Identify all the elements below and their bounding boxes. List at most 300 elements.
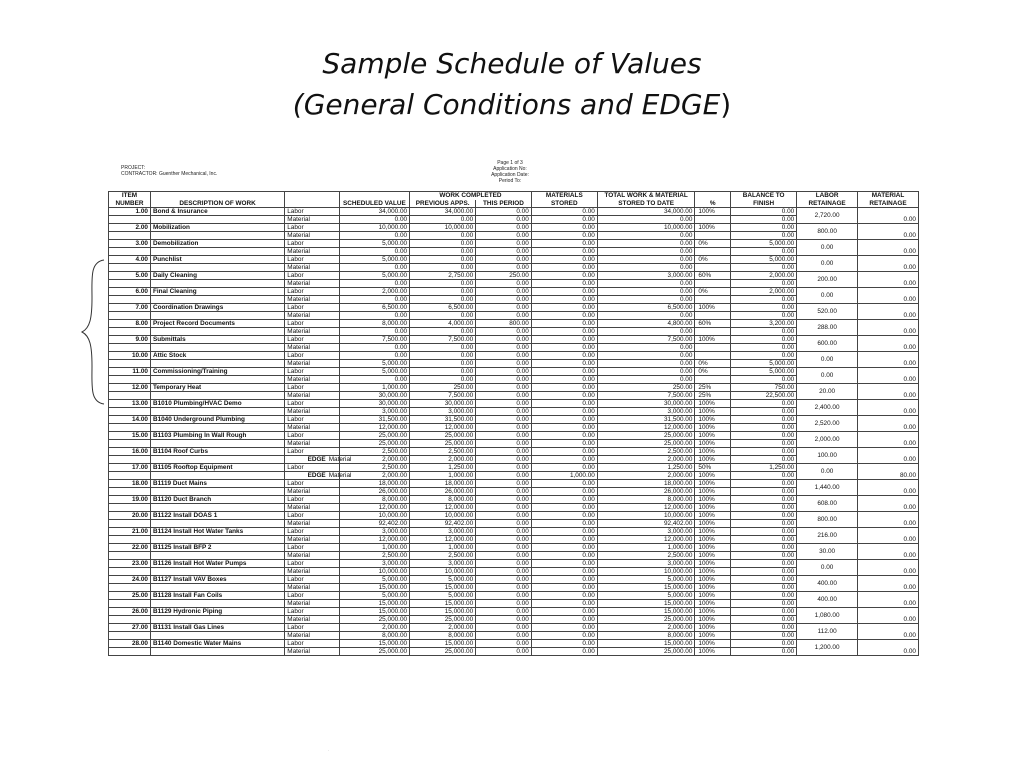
this-period-cell: 800.00 <box>476 320 532 328</box>
materials-stored-cell: 0.00 <box>531 376 597 384</box>
total-to-date-cell: 2,000.00 <box>597 624 695 632</box>
this-period-cell: 0.00 <box>476 368 532 376</box>
balance-to-finish-cell: 0.00 <box>731 264 797 272</box>
balance-to-finish-cell: 0.00 <box>731 584 797 592</box>
item-number-cell: 1.00 <box>109 208 151 216</box>
previous-apps-cell: 92,402.00 <box>410 520 476 528</box>
scheduled-value-cell: 5,000.00 <box>339 272 409 280</box>
scheduled-value-cell: 12,000.00 <box>339 424 409 432</box>
percent-cell: 0% <box>695 368 731 376</box>
balance-to-finish-cell: 0.00 <box>731 576 797 584</box>
labor-retainage-cell: 2,720.00 <box>797 208 858 224</box>
type-cell: Material <box>328 472 352 479</box>
description-cell: B1105 Rooftop Equipment <box>150 464 284 472</box>
type-cell: Material <box>328 456 352 463</box>
this-period-cell: 0.00 <box>476 536 532 544</box>
scheduled-value-cell: 6,500.00 <box>339 304 409 312</box>
total-to-date-cell: 2,000.00 <box>597 456 695 464</box>
previous-apps-cell: 12,000.00 <box>410 424 476 432</box>
percent-cell: 100% <box>695 552 731 560</box>
total-to-date-cell: 18,000.00 <box>597 480 695 488</box>
percent-cell: 100% <box>695 336 731 344</box>
type-cell: Labor <box>285 272 340 280</box>
this-period-cell: 0.00 <box>476 376 532 384</box>
balance-to-finish-cell: 0.00 <box>731 440 797 448</box>
description-cell-empty <box>150 568 284 576</box>
description-cell-empty <box>150 344 284 352</box>
materials-stored-cell: 0.00 <box>531 432 597 440</box>
this-period-cell: 0.00 <box>476 312 532 320</box>
item-number-cell: 11.00 <box>109 368 151 376</box>
percent-cell: 100% <box>695 544 731 552</box>
item-number-cell-empty <box>109 568 151 576</box>
item-number-cell-empty <box>109 296 151 304</box>
labor-retainage-cell: 200.00 <box>797 272 858 288</box>
percent-cell: 100% <box>695 416 731 424</box>
material-retainage-cell: 0.00 <box>858 208 919 224</box>
item-number-cell: 24.00 <box>109 576 151 584</box>
total-to-date-cell: 30,000.00 <box>597 400 695 408</box>
scheduled-value-cell: 8,000.00 <box>339 632 409 640</box>
type-cell: Material <box>285 440 340 448</box>
material-retainage-cell: 0.00 <box>858 512 919 528</box>
labor-retainage-cell: 0.00 <box>797 256 858 272</box>
this-period-cell: 0.00 <box>476 304 532 312</box>
total-to-date-cell: 15,000.00 <box>597 584 695 592</box>
material-retainage-cell: 0.00 <box>858 640 919 656</box>
previous-apps-cell: 0.00 <box>410 264 476 272</box>
previous-apps-cell: 2,000.00 <box>410 456 476 464</box>
description-cell-empty <box>150 280 284 288</box>
percent-cell: 100% <box>695 488 731 496</box>
type-cell: Material <box>285 552 340 560</box>
total-to-date-cell: 8,000.00 <box>597 496 695 504</box>
total-to-date-cell: 34,000.00 <box>597 208 695 216</box>
total-to-date-cell: 0.00 <box>597 280 695 288</box>
brace-bracket-icon <box>80 258 106 406</box>
description-cell-empty <box>150 456 284 464</box>
balance-to-finish-cell: 5,000.00 <box>731 368 797 376</box>
previous-apps-cell: 2,750.00 <box>410 272 476 280</box>
balance-to-finish-cell: 0.00 <box>731 632 797 640</box>
total-to-date-cell: 0.00 <box>597 328 695 336</box>
this-period-cell: 0.00 <box>476 352 532 360</box>
materials-stored-cell: 0.00 <box>531 608 597 616</box>
percent-cell <box>695 232 731 240</box>
previous-apps-cell: 0.00 <box>410 256 476 264</box>
this-period-cell: 0.00 <box>476 408 532 416</box>
percent-cell <box>695 312 731 320</box>
percent-cell <box>695 376 731 384</box>
table-row-labor <box>109 512 919 520</box>
balance-to-finish-cell: 0.00 <box>731 592 797 600</box>
total-to-date-cell: 25,000.00 <box>597 648 695 656</box>
total-to-date-cell: 0.00 <box>597 240 695 248</box>
table-body <box>109 208 919 656</box>
this-period-cell: 0.00 <box>476 480 532 488</box>
balance-to-finish-cell: 0.00 <box>731 640 797 648</box>
labor-retainage-cell: 0.00 <box>797 352 858 368</box>
description-cell-empty <box>150 360 284 368</box>
balance-to-finish-cell: 1,250.00 <box>731 464 797 472</box>
item-number-cell-empty <box>109 264 151 272</box>
material-retainage-cell: 0.00 <box>858 496 919 512</box>
labor-retainage-cell: 0.00 <box>797 560 858 576</box>
materials-stored-cell: 0.00 <box>531 288 597 296</box>
balance-to-finish-cell: 0.00 <box>731 520 797 528</box>
labor-retainage-cell: 400.00 <box>797 576 858 592</box>
previous-apps-cell: 26,000.00 <box>410 488 476 496</box>
percent-cell: 100% <box>695 576 731 584</box>
scheduled-value-cell: 10,000.00 <box>339 568 409 576</box>
table-row-labor <box>109 416 919 424</box>
item-number-cell-empty <box>109 424 151 432</box>
type-cell: Labor <box>285 544 340 552</box>
description-cell: B1127 Install VAV Boxes <box>150 576 284 584</box>
labor-retainage-cell: 2,400.00 <box>797 400 858 416</box>
type-cell: Material <box>285 536 340 544</box>
this-period-cell: 0.00 <box>476 560 532 568</box>
balance-to-finish-cell: 0.00 <box>731 328 797 336</box>
total-to-date-cell: 2,000.00 <box>597 472 695 480</box>
scheduled-value-cell: 25,000.00 <box>339 440 409 448</box>
description-cell-empty <box>150 648 284 656</box>
percent-cell: 0% <box>695 288 731 296</box>
this-period-cell: 0.00 <box>476 488 532 496</box>
description-cell-empty <box>150 264 284 272</box>
total-to-date-cell: 0.00 <box>597 360 695 368</box>
item-number-cell: 28.00 <box>109 640 151 648</box>
this-period-cell: 0.00 <box>476 592 532 600</box>
type-cell: Labor <box>285 560 340 568</box>
previous-apps-cell: 25,000.00 <box>410 648 476 656</box>
this-period-cell: 0.00 <box>476 264 532 272</box>
total-to-date-cell: 0.00 <box>597 368 695 376</box>
materials-stored-cell: 0.00 <box>531 416 597 424</box>
table-row-labor <box>109 528 919 536</box>
description-cell-empty <box>150 312 284 320</box>
this-period-cell: 250.00 <box>476 272 532 280</box>
type-cell: Material <box>285 344 340 352</box>
this-period-cell: 0.00 <box>476 296 532 304</box>
labor-retainage-cell: 0.00 <box>797 240 858 256</box>
type-cell: Labor <box>285 384 340 392</box>
percent-cell: 0% <box>695 256 731 264</box>
materials-stored-cell: 0.00 <box>531 512 597 520</box>
material-retainage-cell: 0.00 <box>858 224 919 240</box>
item-number-cell-empty <box>109 520 151 528</box>
this-period-cell: 0.00 <box>476 640 532 648</box>
item-number-cell: 5.00 <box>109 272 151 280</box>
this-period-cell: 0.00 <box>476 520 532 528</box>
materials-stored-cell: 0.00 <box>531 552 597 560</box>
total-to-date-cell: 3,000.00 <box>597 408 695 416</box>
scheduled-value-cell: 25,000.00 <box>339 432 409 440</box>
percent-cell <box>695 248 731 256</box>
type-cell: Material <box>285 424 340 432</box>
total-to-date-cell: 4,800.00 <box>597 320 695 328</box>
previous-apps-cell: 2,500.00 <box>410 552 476 560</box>
previous-apps-cell: 0.00 <box>410 240 476 248</box>
labor-retainage-cell: 1,080.00 <box>797 608 858 624</box>
materials-stored-cell: 0.00 <box>531 240 597 248</box>
materials-stored-cell: 0.00 <box>531 408 597 416</box>
material-retainage-cell: 0.00 <box>858 480 919 496</box>
materials-stored-cell: 0.00 <box>531 480 597 488</box>
type-cell: Material <box>285 520 340 528</box>
item-number-cell-empty <box>109 440 151 448</box>
item-number-cell-empty <box>109 584 151 592</box>
previous-apps-cell: 3,000.00 <box>410 528 476 536</box>
previous-apps-cell: 2,500.00 <box>410 448 476 456</box>
description-cell: B1104 Roof Curbs <box>150 448 284 456</box>
labor-retainage-cell: 608.00 <box>797 496 858 512</box>
item-number-cell: 12.00 <box>109 384 151 392</box>
description-cell: Coordination Drawings <box>150 304 284 312</box>
description-cell-empty <box>150 328 284 336</box>
percent-cell: 100% <box>695 440 731 448</box>
description-cell: B1040 Underground Plumbing <box>150 416 284 424</box>
percent-cell: 100% <box>695 496 731 504</box>
previous-apps-cell: 12,000.00 <box>410 504 476 512</box>
balance-to-finish-cell: 0.00 <box>731 568 797 576</box>
slide-title-line2 <box>0 86 1024 124</box>
scheduled-value-cell: 30,000.00 <box>339 392 409 400</box>
previous-apps-cell: 0.00 <box>410 216 476 224</box>
previous-apps-cell: 7,500.00 <box>410 336 476 344</box>
percent-cell: 100% <box>695 208 731 216</box>
total-to-date-cell: 7,500.00 <box>597 392 695 400</box>
type-cell: Material <box>285 232 340 240</box>
percent-cell: 100% <box>695 408 731 416</box>
description-cell-empty <box>150 472 284 480</box>
total-to-date-cell: 12,000.00 <box>597 424 695 432</box>
percent-cell: 100% <box>695 624 731 632</box>
page-info-line: Application No: <box>493 166 527 172</box>
scheduled-value-cell: 2,500.00 <box>339 448 409 456</box>
description-cell-empty <box>150 248 284 256</box>
total-to-date-cell: 3,000.00 <box>597 528 695 536</box>
scheduled-value-cell: 8,000.00 <box>339 496 409 504</box>
scheduled-value-cell: 5,000.00 <box>339 592 409 600</box>
total-to-date-cell: 26,000.00 <box>597 488 695 496</box>
previous-apps-cell: 31,500.00 <box>410 416 476 424</box>
header-item-number: ITEM NUMBER <box>109 192 151 208</box>
header-total-to-date: TOTAL WORK & MATERIAL STORED TO DATE <box>597 192 695 208</box>
scheduled-value-cell: 3,000.00 <box>339 408 409 416</box>
balance-to-finish-cell: 0.00 <box>731 304 797 312</box>
materials-stored-cell: 0.00 <box>531 456 597 464</box>
total-to-date-cell: 0.00 <box>597 352 695 360</box>
item-number-cell: 15.00 <box>109 432 151 440</box>
total-to-date-cell: 15,000.00 <box>597 608 695 616</box>
scheduled-value-cell: 0.00 <box>339 352 409 360</box>
percent-cell: 100% <box>695 592 731 600</box>
percent-cell: 100% <box>695 448 731 456</box>
table-row-labor <box>109 240 919 248</box>
this-period-cell: 0.00 <box>476 648 532 656</box>
balance-to-finish-cell: 0.00 <box>731 352 797 360</box>
percent-cell: 100% <box>695 640 731 648</box>
total-to-date-cell: 5,000.00 <box>597 592 695 600</box>
type-cell: Material <box>285 504 340 512</box>
scheduled-value-cell: 0.00 <box>339 264 409 272</box>
previous-apps-cell: 1,000.00 <box>410 544 476 552</box>
percent-cell: 100% <box>695 400 731 408</box>
item-number-cell-empty <box>109 248 151 256</box>
balance-to-finish-cell: 0.00 <box>731 648 797 656</box>
labor-retainage-cell: 600.00 <box>797 336 858 352</box>
item-number-cell-empty <box>109 616 151 624</box>
material-retainage-cell: 0.00 <box>858 384 919 400</box>
scheduled-value-cell: 7,500.00 <box>339 336 409 344</box>
header-previous-apps: PREVIOUS APPS. <box>410 200 476 208</box>
item-number-cell: 26.00 <box>109 608 151 616</box>
percent-cell: 25% <box>695 392 731 400</box>
materials-stored-cell: 0.00 <box>531 640 597 648</box>
total-to-date-cell: 250.00 <box>597 384 695 392</box>
table-row-labor <box>109 368 919 376</box>
previous-apps-cell: 0.00 <box>410 312 476 320</box>
this-period-cell: 0.00 <box>476 464 532 472</box>
table-row-labor <box>109 336 919 344</box>
scan-speck: · <box>328 748 330 753</box>
type-cell: Labor <box>285 304 340 312</box>
type-cell: Material <box>285 312 340 320</box>
total-to-date-cell: 31,500.00 <box>597 416 695 424</box>
labor-retainage-cell: 30.00 <box>797 544 858 560</box>
total-to-date-cell: 7,500.00 <box>597 336 695 344</box>
description-cell: Attic Stock <box>150 352 284 360</box>
previous-apps-cell: 34,000.00 <box>410 208 476 216</box>
total-to-date-cell: 0.00 <box>597 312 695 320</box>
table-row-labor <box>109 288 919 296</box>
materials-stored-cell: 0.00 <box>531 280 597 288</box>
materials-stored-cell: 0.00 <box>531 208 597 216</box>
scheduled-value-cell: 34,000.00 <box>339 208 409 216</box>
scheduled-value-cell: 10,000.00 <box>339 512 409 520</box>
materials-stored-cell: 0.00 <box>531 448 597 456</box>
scheduled-value-cell: 2,000.00 <box>339 456 409 464</box>
percent-cell: 100% <box>695 512 731 520</box>
previous-apps-cell: 2,000.00 <box>410 624 476 632</box>
total-to-date-cell: 8,000.00 <box>597 632 695 640</box>
previous-apps-cell: 4,000.00 <box>410 320 476 328</box>
previous-apps-cell: 250.00 <box>410 384 476 392</box>
previous-apps-cell: 12,000.00 <box>410 536 476 544</box>
labor-retainage-cell: 520.00 <box>797 304 858 320</box>
table-row-labor <box>109 496 919 504</box>
type-cell: Material <box>285 264 340 272</box>
percent-cell: 100% <box>695 432 731 440</box>
total-to-date-cell: 92,402.00 <box>597 520 695 528</box>
balance-to-finish-cell: 0.00 <box>731 560 797 568</box>
balance-to-finish-cell: 0.00 <box>731 248 797 256</box>
item-number-cell-empty <box>109 648 151 656</box>
table-row-labor <box>109 608 919 616</box>
scheduled-value-cell: 31,500.00 <box>339 416 409 424</box>
item-number-cell: 16.00 <box>109 448 151 456</box>
labor-retainage-cell: 288.00 <box>797 320 858 336</box>
materials-stored-cell: 0.00 <box>531 568 597 576</box>
description-cell: B1124 Install Hot Water Tanks <box>150 528 284 536</box>
previous-apps-cell: 10,000.00 <box>410 568 476 576</box>
item-number-cell-empty <box>109 392 151 400</box>
table-row-labor <box>109 592 919 600</box>
labor-retainage-cell: 0.00 <box>797 464 858 480</box>
description-cell-empty <box>150 296 284 304</box>
previous-apps-cell: 15,000.00 <box>410 640 476 648</box>
item-number-cell-empty <box>109 632 151 640</box>
this-period-cell: 0.00 <box>476 224 532 232</box>
percent-cell: 100% <box>695 480 731 488</box>
balance-to-finish-cell: 22,500.00 <box>731 392 797 400</box>
percent-cell: 100% <box>695 560 731 568</box>
materials-stored-cell: 0.00 <box>531 264 597 272</box>
type-cell: Labor <box>285 256 340 264</box>
this-period-cell: 0.00 <box>476 472 532 480</box>
labor-retainage-cell: 2,000.00 <box>797 432 858 448</box>
labor-retainage-cell: 0.00 <box>797 368 858 384</box>
total-to-date-cell: 25,000.00 <box>597 432 695 440</box>
table-row-labor <box>109 384 919 392</box>
scheduled-value-cell: 0.00 <box>339 216 409 224</box>
table-row-labor <box>109 352 919 360</box>
percent-cell <box>695 296 731 304</box>
description-cell-empty <box>150 536 284 544</box>
type-cell: Material <box>285 216 340 224</box>
this-period-cell: 0.00 <box>476 552 532 560</box>
previous-apps-cell: 25,000.00 <box>410 616 476 624</box>
scheduled-value-cell: 25,000.00 <box>339 616 409 624</box>
materials-stored-cell: 0.00 <box>531 544 597 552</box>
balance-to-finish-cell: 0.00 <box>731 376 797 384</box>
description-cell-empty <box>150 424 284 432</box>
type-cell: Labor <box>285 528 340 536</box>
total-to-date-cell: 0.00 <box>597 232 695 240</box>
this-period-cell: 0.00 <box>476 440 532 448</box>
percent-cell <box>695 216 731 224</box>
balance-to-finish-cell: 0.00 <box>731 600 797 608</box>
material-retainage-cell: 0.00 <box>858 592 919 608</box>
materials-stored-cell: 0.00 <box>531 520 597 528</box>
this-period-cell: 0.00 <box>476 632 532 640</box>
type-cell: Material <box>285 360 340 368</box>
percent-cell <box>695 344 731 352</box>
this-period-cell: 0.00 <box>476 248 532 256</box>
total-to-date-cell: 10,000.00 <box>597 568 695 576</box>
percent-cell <box>695 328 731 336</box>
total-to-date-cell: 25,000.00 <box>597 616 695 624</box>
total-to-date-cell: 0.00 <box>597 256 695 264</box>
total-to-date-cell: 15,000.00 <box>597 640 695 648</box>
item-number-cell-empty <box>109 328 151 336</box>
previous-apps-cell: 10,000.00 <box>410 512 476 520</box>
material-retainage-cell: 0.00 <box>858 400 919 416</box>
this-period-cell: 0.00 <box>476 624 532 632</box>
this-period-cell: 0.00 <box>476 288 532 296</box>
previous-apps-cell: 15,000.00 <box>410 608 476 616</box>
scheduled-value-cell: 2,500.00 <box>339 464 409 472</box>
description-cell: Demobilization <box>150 240 284 248</box>
balance-to-finish-cell: 0.00 <box>731 512 797 520</box>
type-cell: Material <box>285 616 340 624</box>
scheduled-value-cell: 0.00 <box>339 344 409 352</box>
scheduled-value-cell: 15,000.00 <box>339 640 409 648</box>
materials-stored-cell: 0.00 <box>531 352 597 360</box>
type-cell: Material <box>285 392 340 400</box>
scheduled-value-cell: 5,000.00 <box>339 240 409 248</box>
